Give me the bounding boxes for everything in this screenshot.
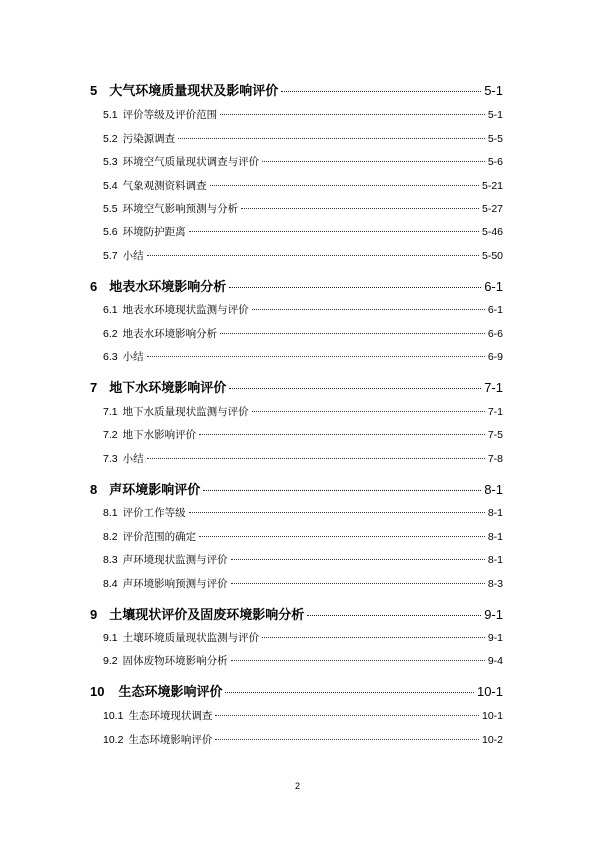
toc-number: 9.2 bbox=[103, 655, 118, 667]
dot-leader bbox=[252, 411, 485, 412]
toc-number: 5.5 bbox=[103, 203, 118, 215]
toc-chapter-entry[interactable] bbox=[90, 276, 503, 295]
toc-page-number: 10-2 bbox=[481, 734, 503, 746]
toc-title: 评价工作等级 bbox=[122, 507, 186, 519]
toc-number: 10.1 bbox=[103, 710, 124, 722]
toc-page-number: 5-27 bbox=[481, 203, 503, 215]
toc-title: 地下水影响评价 bbox=[122, 429, 197, 441]
toc-title: 生态环境现状调查 bbox=[128, 710, 213, 722]
toc-title: 生态环境影响评价 bbox=[118, 685, 223, 700]
toc-page-number: 9-1 bbox=[484, 607, 503, 622]
toc-page-number: 10-1 bbox=[481, 710, 503, 722]
dot-leader bbox=[231, 660, 485, 661]
toc-title: 评价范围的确定 bbox=[122, 531, 197, 543]
toc-title: 环境防护距离 bbox=[122, 226, 186, 238]
toc-chapter-entry[interactable] bbox=[90, 479, 503, 498]
toc-number: 5.6 bbox=[103, 226, 118, 238]
toc-title: 地表水环境影响分析 bbox=[109, 280, 227, 295]
toc-page-number: 7-1 bbox=[487, 406, 503, 418]
dot-leader bbox=[225, 692, 473, 693]
dot-leader bbox=[189, 512, 485, 513]
toc-page-number: 6-1 bbox=[484, 279, 503, 294]
dot-leader bbox=[147, 356, 485, 357]
dot-leader bbox=[215, 715, 479, 716]
toc-page-number: 8-3 bbox=[487, 578, 503, 590]
toc-number: 8.1 bbox=[103, 507, 118, 519]
dot-leader bbox=[262, 161, 485, 162]
toc-section-entry[interactable] bbox=[103, 451, 503, 466]
toc-page-number: 8-1 bbox=[487, 554, 503, 566]
toc-number: 8.3 bbox=[103, 554, 118, 566]
toc-number: 5.1 bbox=[103, 109, 118, 121]
toc-section-entry[interactable] bbox=[103, 107, 503, 122]
dot-leader bbox=[147, 458, 485, 459]
toc-page-number: 8-1 bbox=[484, 482, 503, 497]
toc-number: 7.1 bbox=[103, 406, 118, 418]
toc-number: 6.3 bbox=[103, 351, 118, 363]
dot-leader bbox=[199, 434, 485, 435]
dot-leader bbox=[307, 615, 481, 616]
dot-leader bbox=[199, 536, 485, 537]
toc-page-number: 5-46 bbox=[481, 226, 503, 238]
toc-page-number: 6-6 bbox=[487, 328, 503, 340]
toc-number: 5.4 bbox=[103, 180, 118, 192]
toc-section-entry[interactable] bbox=[103, 404, 503, 419]
toc-page-number: 5-21 bbox=[481, 180, 503, 192]
dot-leader bbox=[241, 208, 479, 209]
dot-leader bbox=[147, 255, 479, 256]
dot-leader bbox=[281, 91, 481, 92]
toc-chapter-entry[interactable] bbox=[90, 80, 503, 99]
toc-number: 8 bbox=[90, 482, 98, 497]
dot-leader bbox=[210, 185, 479, 186]
toc-page-number: 8-1 bbox=[487, 531, 503, 543]
dot-leader bbox=[231, 583, 485, 584]
toc-number: 6.2 bbox=[103, 328, 118, 340]
toc-title: 土壤环境质量现状监测与评价 bbox=[122, 632, 260, 644]
dot-leader bbox=[262, 637, 485, 638]
toc-title: 大气环境质量现状及影响评价 bbox=[109, 84, 279, 99]
toc-title: 环境空气影响预测与分析 bbox=[122, 203, 239, 215]
toc-section-entry[interactable] bbox=[103, 131, 503, 146]
toc-number: 5.3 bbox=[103, 156, 118, 168]
toc-number: 6 bbox=[90, 279, 98, 294]
toc-section-entry[interactable] bbox=[103, 630, 503, 645]
toc-page-number: 6-9 bbox=[487, 351, 503, 363]
toc-number: 8.4 bbox=[103, 578, 118, 590]
toc-page-number: 7-5 bbox=[487, 429, 503, 441]
toc-section-entry[interactable] bbox=[103, 732, 503, 747]
toc-title: 声环境影响评价 bbox=[109, 483, 201, 498]
toc-number: 5.7 bbox=[103, 250, 118, 262]
toc-page-number: 6-1 bbox=[487, 304, 503, 316]
toc-page-number: 5-5 bbox=[487, 133, 503, 145]
toc-title: 生态环境影响评价 bbox=[128, 734, 213, 746]
toc-section-entry[interactable] bbox=[103, 708, 503, 723]
toc-number: 7.3 bbox=[103, 453, 118, 465]
toc-section-entry[interactable] bbox=[103, 154, 503, 169]
toc-title: 地表水环境现状监测与评价 bbox=[122, 304, 249, 316]
toc-section-entry[interactable] bbox=[103, 552, 503, 567]
toc-title: 地下水质量现状监测与评价 bbox=[122, 406, 249, 418]
toc-number: 5.2 bbox=[103, 133, 118, 145]
toc-page-number: 8-1 bbox=[487, 507, 503, 519]
toc-title: 小结 bbox=[122, 250, 144, 262]
toc-title: 土壤现状评价及固废环境影响分析 bbox=[109, 608, 305, 623]
toc-title: 小结 bbox=[122, 453, 144, 465]
dot-leader bbox=[203, 490, 481, 491]
dot-leader bbox=[220, 333, 485, 334]
toc-chapter-entry[interactable] bbox=[90, 377, 503, 396]
toc-page-number: 5-1 bbox=[484, 83, 503, 98]
toc-number: 6.1 bbox=[103, 304, 118, 316]
toc-section-entry[interactable] bbox=[103, 505, 503, 520]
dot-leader bbox=[178, 138, 485, 139]
toc-title: 污染源调查 bbox=[122, 133, 176, 145]
toc-number: 8.2 bbox=[103, 531, 118, 543]
toc-section-entry[interactable] bbox=[103, 427, 503, 442]
toc-section-entry[interactable] bbox=[103, 576, 503, 591]
toc-page-number: 5-50 bbox=[481, 250, 503, 262]
toc-title: 地下水环境影响评价 bbox=[109, 381, 227, 396]
toc-number: 10.2 bbox=[103, 734, 124, 746]
toc-section-entry[interactable] bbox=[103, 349, 503, 364]
toc-page-number: 5-6 bbox=[487, 156, 503, 168]
toc-section-entry[interactable] bbox=[103, 178, 503, 193]
toc-title: 声环境影响预测与评价 bbox=[122, 578, 228, 590]
toc-page-number: 10-1 bbox=[476, 684, 503, 699]
toc-number: 7 bbox=[90, 380, 98, 395]
dot-leader bbox=[229, 388, 481, 389]
toc-section-entry[interactable] bbox=[103, 326, 503, 341]
toc-number: 7.2 bbox=[103, 429, 118, 441]
toc-title: 评价等级及评价范围 bbox=[122, 109, 218, 121]
page-number: 2 bbox=[294, 781, 300, 791]
toc-section-entry[interactable] bbox=[103, 653, 503, 668]
toc-page-number: 7-8 bbox=[487, 453, 503, 465]
dot-leader bbox=[229, 287, 481, 288]
toc-title: 固体废物环境影响分析 bbox=[122, 655, 228, 667]
toc-section-entry[interactable] bbox=[103, 302, 503, 317]
toc-page-number: 5-1 bbox=[487, 109, 503, 121]
dot-leader bbox=[215, 739, 479, 740]
dot-leader bbox=[189, 231, 479, 232]
toc-title: 声环境现状监测与评价 bbox=[122, 554, 228, 566]
toc-section-entry[interactable] bbox=[103, 248, 503, 263]
toc-page-number: 9-1 bbox=[487, 632, 503, 644]
dot-leader bbox=[252, 309, 485, 310]
toc-title: 环境空气质量现状调查与评价 bbox=[122, 156, 260, 168]
toc-section-entry[interactable] bbox=[103, 529, 503, 544]
toc-number: 9.1 bbox=[103, 632, 118, 644]
toc-section-entry[interactable] bbox=[103, 201, 503, 216]
toc-page-number: 9-4 bbox=[487, 655, 503, 667]
dot-leader bbox=[220, 114, 485, 115]
toc-title: 小结 bbox=[122, 351, 144, 363]
toc-title: 气象观测资料调查 bbox=[122, 180, 207, 192]
toc-number: 5 bbox=[90, 83, 98, 98]
toc-title: 地表水环境影响分析 bbox=[122, 328, 218, 340]
toc-number: 9 bbox=[90, 607, 98, 622]
toc-chapter-entry[interactable] bbox=[90, 681, 503, 700]
toc-section-entry[interactable] bbox=[103, 224, 503, 239]
toc-number: 10 bbox=[90, 684, 105, 699]
toc-chapter-entry[interactable] bbox=[90, 604, 503, 623]
dot-leader bbox=[231, 559, 485, 560]
toc-page-number: 7-1 bbox=[484, 380, 503, 395]
